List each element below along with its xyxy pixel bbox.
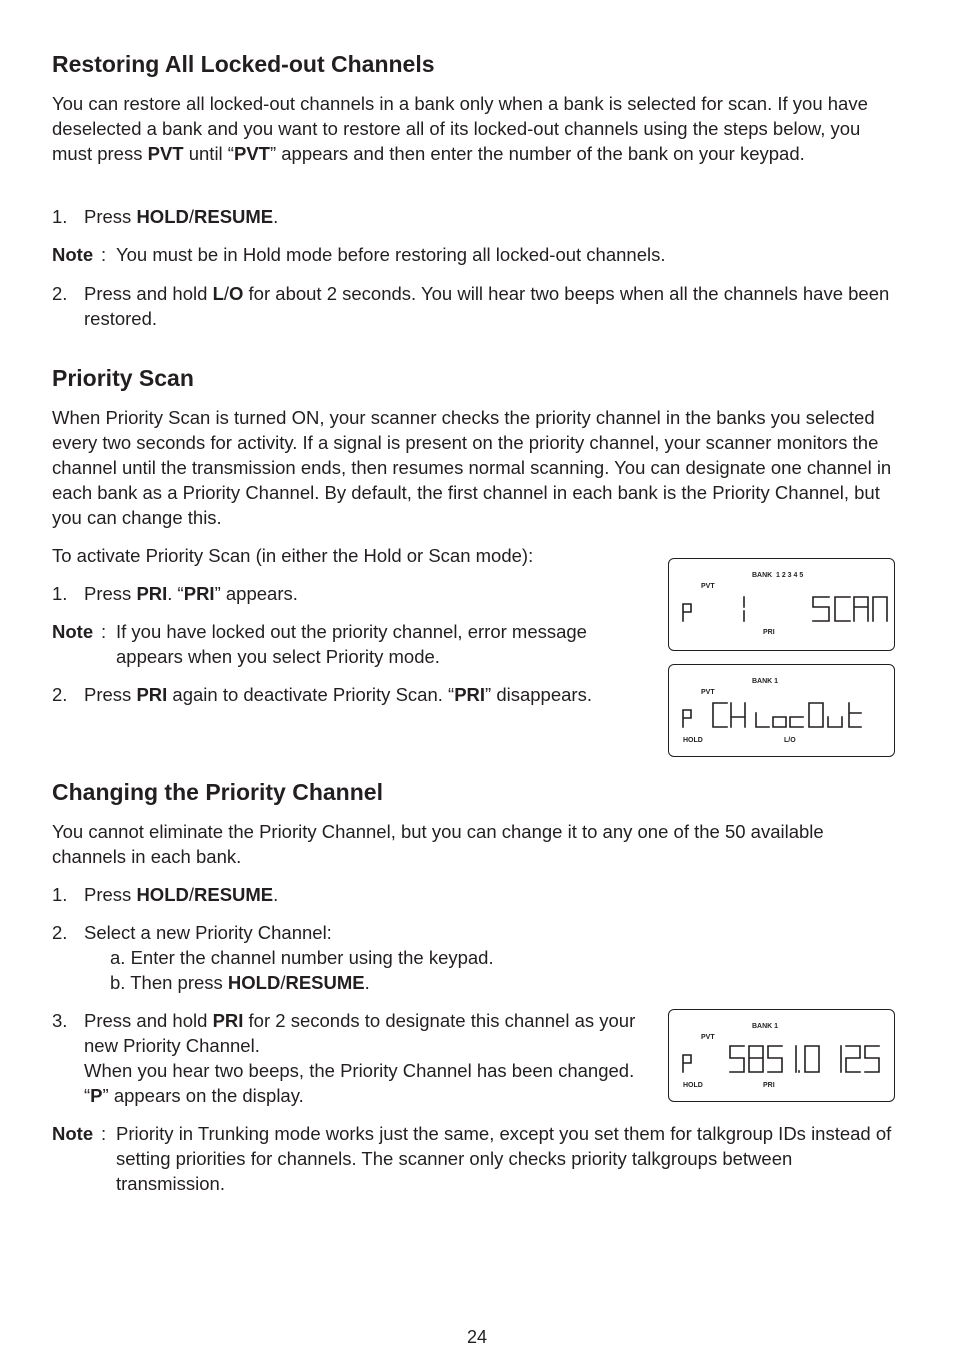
lcd-display-frequency (668, 1009, 895, 1102)
priority-scan-note: Note : If you have locked out the priority channel, error message appears when you select Priority mode. (52, 621, 587, 667)
change-priority-intro: You cannot eliminate the Priority Channel, but you can change it to any one of the 50 available channels in each bank. (52, 821, 824, 867)
lcd-pvt-indicator: PVT (701, 689, 715, 696)
change-priority-step-1: 1. Press HOLD/RESUME. (52, 884, 279, 905)
lcd-display-lockout (668, 664, 895, 757)
lcd-bank-label: BANK 1 (752, 678, 779, 685)
lcd-segment-digits (669, 665, 896, 758)
lcd-display-scan (668, 558, 895, 651)
change-priority-step-2: 2. Select a new Priority Channel: a. Enter the channel number using the keypad. b. Then press HOLD/RESUME. (52, 922, 494, 993)
heading-restoring-locked-out: Restoring All Locked-out Channels (52, 51, 435, 77)
lcd-hold-indicator: HOLD (683, 737, 703, 744)
lcd-bank-label: BANK 1 (752, 1023, 779, 1030)
lcd-segment-digits (669, 559, 896, 652)
priority-scan-step-2: 2. Press PRI again to deactivate Priority Scan. “PRI” disappears. (52, 684, 592, 705)
restore-intro: You can restore all locked-out channels in a bank only when a bank is selected for scan. If you have deselected a bank and you want to restore all of its locked-out channels using the steps below, you must press PVT until “PVT” appears and then enter the number of the bank on your keypad. (52, 93, 868, 164)
lcd-bank-label: BANK (752, 572, 773, 579)
restore-note: Note : You must be in Hold mode before restoring all locked-out channels. (52, 244, 666, 265)
lcd-pri-indicator: PRI (763, 1082, 775, 1089)
priority-scan-activate: To activate Priority Scan (in either the Hold or Scan mode): (52, 545, 534, 566)
change-priority-note: Note : Priority in Trunking mode works just the same, except you set them for talkgroup IDs instead of setting priorities for channels. The scanner only checks priority talkgroups between transmission. (52, 1123, 892, 1194)
lcd-pri-indicator: PRI (763, 629, 775, 636)
lcd-segment-digits (669, 1010, 896, 1103)
change-priority-step-3: 3. Press and hold PRI for 2 seconds to designate this channel as your new Priority Channel. When you hear two beeps, the Priority Channel has been changed. “P” appears on the display. (52, 1010, 636, 1106)
restore-step-2: 2. Press and hold L/O for about 2 seconds. You will hear two beeps when all the channels have been restored. (52, 283, 890, 329)
lcd-pvt-indicator: PVT (701, 1034, 715, 1041)
lcd-pvt-indicator: PVT (701, 583, 715, 590)
priority-scan-intro: When Priority Scan is turned ON, your scanner checks the priority channel in the banks you selected every two seconds for activity. If a signal is present on the priority channel, your scanner monitors the channel until the transmission ends, then resumes normal scanning. You can designate one channel in each bank as a Priority Channel. By default, the first channel in each bank is the Priority Channel, but you can change this. (52, 407, 892, 528)
heading-changing-priority: Changing the Priority Channel (52, 779, 383, 805)
lcd-bank-numbers: 1 2 3 4 5 (776, 572, 804, 579)
heading-priority-scan: Priority Scan (52, 365, 194, 391)
page-number: 24 (466, 1327, 488, 1347)
lcd-hold-indicator: HOLD (683, 1082, 703, 1089)
restore-step-1: 1. Press HOLD/RESUME. (52, 206, 279, 227)
lcd-lo-indicator: L/O (784, 737, 796, 744)
priority-scan-step-1: 1. Press PRI. “PRI” appears. (52, 583, 298, 604)
